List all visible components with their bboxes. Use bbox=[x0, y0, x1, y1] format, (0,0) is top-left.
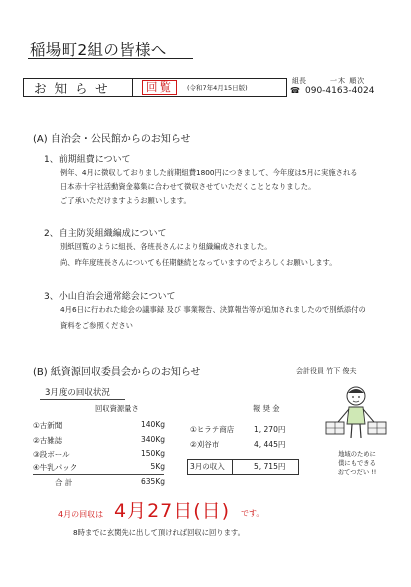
section-a-heading: (A) 自治会・公民館からのお知らせ bbox=[33, 134, 191, 145]
boy-carrying-bundles-illustration bbox=[316, 382, 396, 444]
notice-box bbox=[23, 78, 287, 97]
caption-line: 地域のために bbox=[338, 451, 376, 458]
item1-heading: 1、前期組費について bbox=[44, 155, 131, 165]
section-b-heading: (B) 紙資源回収委員会からのお知らせ bbox=[33, 367, 201, 378]
title-underline bbox=[28, 58, 193, 59]
item3-line: 資料をご参照ください bbox=[60, 321, 133, 330]
item2-heading: 2、自主防災組織編成について bbox=[44, 229, 167, 239]
notice-divider bbox=[132, 79, 133, 96]
reward-name: ①ヒラテ商店 bbox=[190, 425, 235, 434]
material-amount: 150Kg bbox=[141, 449, 165, 458]
material-name: ④牛乳パック bbox=[33, 463, 78, 472]
collection-label: 4月の回収は bbox=[58, 510, 104, 519]
phone-icon: ☎ bbox=[290, 86, 300, 95]
collection-date: 4月27日(日) bbox=[114, 500, 231, 522]
item1-line: 例年、4月に徴収しておりました前期組費1800円につきまして、今年度は5月に実施される bbox=[60, 168, 358, 177]
signature: 会計役員 竹下 俊夫 bbox=[296, 367, 357, 375]
reward-name: ②刈谷市 bbox=[190, 440, 220, 449]
total-amount: 635Kg bbox=[141, 477, 165, 486]
reward-column-header: 報 奨 金 bbox=[253, 404, 280, 413]
item2-line: 尚、昨年度班長さんについても任期継続となっていますのでよろしくお願いします。 bbox=[60, 258, 337, 267]
contact-role: 組長 bbox=[292, 77, 306, 85]
item1-line: 日本赤十字社活動資金募集に合わせて徴収させていただくこととなりました。 bbox=[60, 182, 316, 191]
amount-column-header: 回収資源量さ bbox=[95, 404, 139, 413]
record-title: 3月度の回収状況 bbox=[45, 388, 110, 398]
kairan-stamp: 回覧 bbox=[142, 80, 177, 95]
record-title-underline bbox=[40, 399, 125, 400]
material-amount: 140Kg bbox=[141, 420, 165, 429]
income-divider bbox=[232, 460, 233, 474]
contact-tel: 090-4163-4024 bbox=[305, 86, 375, 96]
collection-suffix: です。 bbox=[241, 509, 265, 518]
material-name: ②古雑誌 bbox=[33, 436, 63, 445]
notice-date: (令和7年4月15日版) bbox=[187, 84, 248, 92]
reward-amount: 1, 270円 bbox=[254, 425, 286, 434]
item3-heading: 3、小山自治会通常総会について bbox=[44, 292, 176, 302]
collection-note: 8時までに玄関先に出して頂ければ回収に回ります。 bbox=[73, 528, 245, 537]
income-amount: 5, 715円 bbox=[254, 462, 286, 471]
caption-line: 僕にもできる bbox=[338, 460, 376, 467]
reward-amount: 4, 445円 bbox=[254, 440, 286, 449]
income-label: 3月の収入 bbox=[190, 462, 225, 471]
item3-line: 4月6日に行われた総会の議事録 及び 事業報告、決算報告等が追加されましたので別紙添付の bbox=[60, 305, 366, 314]
material-amount: 340Kg bbox=[141, 435, 165, 444]
contact-name: 一木 順次 bbox=[330, 77, 366, 85]
total-separator bbox=[33, 474, 164, 475]
item1-line: ご了承いただけますようお願いします。 bbox=[60, 196, 191, 205]
page-title: 稲場町2組の皆様へ bbox=[30, 41, 167, 59]
material-name: ③段ボール bbox=[33, 450, 70, 459]
notice-label: お知らせ bbox=[34, 81, 116, 96]
material-amount: 5Kg bbox=[150, 462, 165, 471]
material-name: ①古新聞 bbox=[33, 421, 63, 430]
item2-line: 別紙回覧のように組長、各班長さんにより組織編成されました。 bbox=[60, 242, 272, 251]
caption-line: おてつだい !! bbox=[337, 469, 377, 476]
total-label: 合 計 bbox=[55, 478, 73, 487]
